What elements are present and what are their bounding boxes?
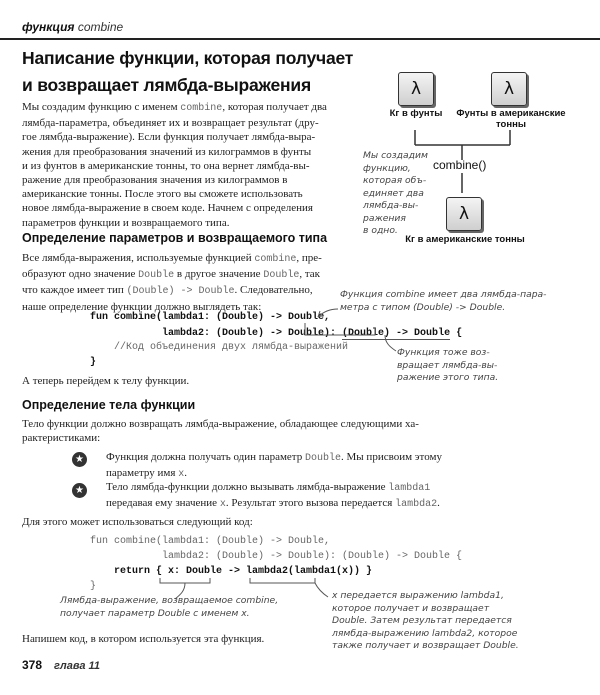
intro-paragraph bbox=[22, 100, 367, 230]
code-text: lambda2: (Double) -> Double): bbox=[90, 328, 343, 339]
inline-code: x bbox=[178, 469, 185, 481]
section1-heading: Определение параметров и возвращаемого типа bbox=[22, 231, 328, 245]
chapter-label: глава 11 bbox=[54, 660, 100, 672]
b2-text: передавая ему значение bbox=[106, 497, 220, 510]
code1-line4: } bbox=[90, 357, 97, 368]
inline-code: Double bbox=[138, 270, 175, 282]
note-line: Double. Затем результат передается bbox=[332, 615, 512, 626]
note-line: ражения bbox=[363, 212, 406, 224]
inline-code: Double bbox=[263, 270, 300, 282]
note-return bbox=[397, 347, 507, 385]
note-line: которое получает и возвращает bbox=[332, 602, 490, 614]
code-text: { bbox=[450, 328, 463, 339]
intro-line: жения для преобразования значений из килограммов в фунты bbox=[22, 145, 312, 158]
note-lambda-chain bbox=[332, 590, 577, 653]
b2-text: . bbox=[437, 497, 440, 510]
star-bullet-icon: ★ bbox=[72, 483, 87, 498]
title-line-2: и возвращает лямбда-выражения bbox=[22, 75, 311, 95]
box2-label-line: Фунты в американские bbox=[456, 108, 566, 119]
code2-intro: Для этого может использоваться следующий код: bbox=[22, 516, 253, 528]
s1-text: в другое значение bbox=[174, 268, 264, 281]
b2-text: Тело лямбда-функции должно вызывать лямбда-выражение bbox=[106, 481, 389, 493]
note-params bbox=[340, 289, 575, 314]
intro-line: гое лямбда-выражение). Если функция получает лямбда-выра- bbox=[22, 131, 316, 144]
note-line: которая объ- bbox=[363, 175, 427, 186]
closing-sentence: Напишем код, в котором используется эта функция. bbox=[22, 633, 265, 645]
inline-code: combine bbox=[180, 103, 223, 114]
note-line: Лямбда-выражение, возвращаемое combine, bbox=[60, 595, 279, 606]
intro-line: американские тонны. После этого вы сможете использовать bbox=[22, 188, 303, 201]
lambda-box-kg-to-ton bbox=[446, 197, 482, 231]
intro-line: ражение для преобразования значения из килограммов в bbox=[22, 174, 288, 187]
lambda-box-lb-to-ton bbox=[491, 72, 527, 106]
intro-line: лямбда-параметра, объединяет их и возвращает результат (дру- bbox=[22, 117, 319, 130]
bullet-2 bbox=[106, 480, 526, 512]
code2-line1: fun combine(lambda1: (Double) -> Double, bbox=[90, 536, 331, 547]
lambda-box-kg-to-lb bbox=[398, 72, 434, 106]
b1-text: Функция должна получать один параметр bbox=[106, 451, 305, 463]
intro-text: Мы создадим функцию с именем bbox=[22, 101, 181, 113]
s1-text: образуют одно значение bbox=[22, 268, 139, 281]
b1-text: . Мы присвоим этому bbox=[341, 451, 442, 463]
code2-line3: return { x: Double -> lambda2(lambda1(x)) } bbox=[90, 566, 373, 577]
note-return-lambda bbox=[60, 595, 310, 620]
code1-line1: fun combine(lambda1: (Double) -> Double, bbox=[90, 312, 331, 323]
inline-code: lambda1 bbox=[388, 483, 431, 494]
note-line: лямбда-выражению lambda2, которое bbox=[332, 627, 518, 639]
note-line: Функция combine имеет два лямбда-пара- bbox=[340, 289, 547, 300]
section2-paragraph bbox=[22, 417, 572, 445]
note-line: единяет два bbox=[363, 187, 424, 199]
diagram-note bbox=[363, 150, 438, 238]
code-return-type: (Double) -> Double bbox=[342, 328, 451, 339]
note-line: также получает и возвращает Double. bbox=[332, 640, 519, 651]
b2-text: . Результат этого вызова передается bbox=[225, 497, 396, 510]
s2-line: рактеристиками: bbox=[22, 432, 101, 445]
lambda-icon: λ bbox=[410, 79, 422, 99]
note-line: в одно. bbox=[363, 225, 398, 236]
intro-line: и из фунтов в американские тонны, то она вернет лямбда-вы- bbox=[22, 159, 310, 172]
box3-label: Кг в американские тонны bbox=[405, 234, 525, 245]
note-line: ражение этого типа. bbox=[397, 372, 499, 383]
intro-text: , которая получает два bbox=[222, 101, 327, 113]
header-code: combine bbox=[77, 20, 124, 34]
s1-text: Все лямбда-выражения, используемые функцией bbox=[22, 252, 255, 264]
box2-label bbox=[455, 108, 567, 130]
note-line: вращает лямбда-вы- bbox=[397, 359, 498, 371]
lambda-icon: λ bbox=[458, 204, 470, 224]
box1-label: Кг в фунты bbox=[389, 108, 443, 119]
note-line: x передается выражению lambda1, bbox=[332, 590, 504, 601]
page-title bbox=[22, 45, 353, 99]
bullet-1 bbox=[106, 450, 506, 482]
intro-line: новое лямбда-выражение в своем коде. Начнем с определения bbox=[22, 202, 313, 215]
inline-code: lambda2 bbox=[395, 499, 438, 511]
note-line: Функция тоже воз- bbox=[397, 347, 490, 358]
s1-text: , пре- bbox=[296, 252, 322, 264]
page-footer bbox=[22, 656, 100, 674]
s2-line: Тело функции должно возвращать лямбда-выражение, обладающее следующими ха- bbox=[22, 418, 419, 430]
s1-line: наше определение функции должно выглядеть так: bbox=[22, 300, 262, 313]
inline-code: combine bbox=[254, 254, 297, 265]
combine-label: combine() bbox=[433, 158, 487, 172]
box2-label-line: тонны bbox=[496, 119, 526, 130]
running-header bbox=[22, 20, 123, 34]
note-line: лямбда-вы- bbox=[363, 200, 419, 211]
code2-line2: lambda2: (Double) -> Double): (Double) -> Double { bbox=[90, 551, 463, 562]
inline-code: Double bbox=[305, 453, 342, 464]
section2-heading: Определение тела функции bbox=[22, 398, 196, 412]
b1-text: параметру имя bbox=[106, 467, 179, 480]
note-line: получает параметр Double с именем x. bbox=[60, 607, 250, 619]
title-line-1: Написание функции, которая получает bbox=[22, 48, 354, 68]
page-number: 378 bbox=[22, 658, 43, 672]
note-line: Мы создадим bbox=[363, 150, 428, 161]
note-line: функцию, bbox=[363, 162, 411, 174]
star-bullet-icon: ★ bbox=[72, 452, 87, 467]
s1-text: , так bbox=[299, 268, 320, 281]
note-line: метра с типом (Double) -> Double. bbox=[340, 301, 506, 313]
inline-code: x bbox=[219, 499, 226, 511]
header-section: функция bbox=[22, 20, 75, 34]
code1-line3: //Код объединения двух лямбда-выражений bbox=[90, 342, 349, 353]
inline-code: (Double) -> Double bbox=[126, 286, 235, 298]
header-rule bbox=[0, 38, 600, 40]
s1-text: что каждое имеет тип bbox=[22, 284, 127, 297]
lambda-icon: λ bbox=[503, 79, 515, 99]
code2-line4: } bbox=[90, 581, 97, 592]
section1-after: А теперь перейдем к телу функции. bbox=[22, 375, 190, 387]
b1-text: . bbox=[184, 467, 187, 480]
intro-line: параметров функции и возвращаемого типа. bbox=[22, 216, 230, 229]
s1-text: . Следовательно, bbox=[234, 284, 313, 297]
